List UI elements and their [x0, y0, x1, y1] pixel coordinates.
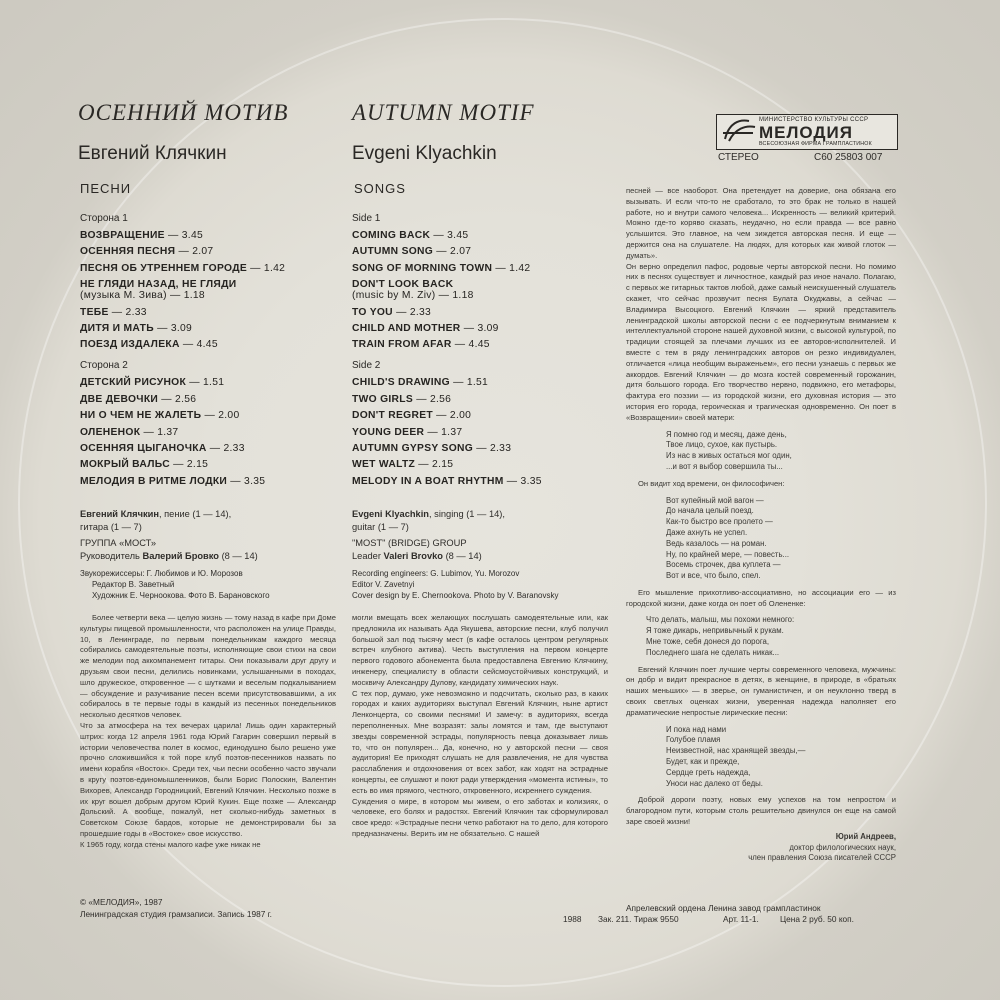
notes-col-1: Более четверти века — целую жизнь — тому назад в кафе при Доме культуры пищевой промышленности, что расположен на улице Правды, 10, в Ленинграде, по первым понедельникам каждого месяца собирались самодеятельные поэты, исполняющие свои стихи на свои же мелодии под аккомпанемент гитары. Они показывали друг другу и друзьям свои песни, делились новинками, услышанными в походах, шло дружеское, откровенное — с шутками и веселым подкалыванием — обсуждение и разучивание песен всеми присутствовавшими, а их собиралось в те первые годы в каждый из песенных понедельников несколько десятков человек. Что за атмосфера на тех вечерах царила! Лишь один характерный штрих: когда 12 апреля 1961 года Юрий Гагарин совершил первый в истории человечества полет в космос, единодушно было решено уже прочно сложившийся к той поре клуб поэтов-песенников назвать по имени корабля «Восток». Среди тех, чьи песни особенно часто звучали в кругу поэтов-единомышленников, были Борис Полоскин, Валентин Вихорев, Александр Городницкий, Евгений Клячкин. Несколько позже в их круг вошел добрым другом Юрий Кукин. Еще позже — Александр Дольский. А вообще, пожалуй, нет сколько-нибудь заметных в Советском Союзе бардов, которые не демонстрировали бы за прошедшие годы в «Востоке» свое искусство. К 1965 году, когда стены малого кафе уже никак не	[80, 613, 336, 849]
credits-ru: Евгений Клячкин, пение (1 — 14), гитара (1 — 7) ГРУППА «МОСТ» Руководитель Валерий Бровко (8 — 14) Звукорежиссеры: Г. Любимов и Ю. Морозов Редактор В. Заветный Художник Е. Черноокова. Фото В. Барановского	[80, 509, 270, 600]
track-ru-1: ВОЗВРАЩЕНИЕ — 3.45	[80, 230, 204, 241]
track-ru-3: ПЕСНЯ ОБ УТРЕННЕМ ГОРОДЕ — 1.42	[80, 262, 286, 274]
side2-label-en: Side 2	[352, 360, 381, 372]
track-en-13: WET WALTZ — 2.15	[352, 459, 454, 471]
track-en-14: MELODY IN A BOAT RHYTHM — 3.35	[352, 475, 542, 487]
credits-en: Evgeni Klyachkin, singing (1 — 14), guitar (1 — 7) "MOST" (BRIDGE) GROUP Leader Valeri Brovko (8 — 14) Recording engineers: G. Lubimov, Yu. Morozov Editor V. Zavetnyi Cover design by E. Chernookova. Photo by V. Baranovsky	[352, 509, 559, 600]
melodiya-logo	[716, 114, 898, 150]
poem-2: Вот купейный мой вагон — До начала целый поезд. Как-то быстро все пролето — Даже ахнуть не успел. Ведь казалось — на роман. Ну, по крайней мере, — повесть... Восемь строчек, два куплета — Вот и все, что было, спел.	[666, 495, 790, 581]
tracklist-en	[352, 213, 617, 492]
track-en-9: TWO GIRLS — 2.56	[352, 393, 452, 405]
catalog-number: С60 25803 007	[814, 152, 883, 163]
track-en-8: CHILD'S DRAWING — 1.51	[352, 377, 489, 389]
track-en-5: TO YOU — 2.33	[352, 306, 432, 318]
track-ru-14: МЕЛОДИЯ В РИТМЕ ЛОДКИ — 3.35	[80, 475, 266, 487]
tracklist-ru	[80, 213, 345, 492]
track-ru-5: ТЕБЕ — 2.33	[80, 306, 147, 318]
side1-label-ru: Сторона 1	[80, 213, 128, 224]
year: 1988	[563, 914, 582, 924]
track-en-4: DON'T LOOK BACK	[352, 279, 454, 291]
track-en-12: AUTUMN GYPSY SONG — 2.33	[352, 442, 512, 454]
copyright: © «МЕЛОДИЯ», 1987	[80, 897, 163, 907]
track-en-1: COMING BACK — 3.45	[352, 230, 469, 241]
track-en-11: YOUNG DEER — 1.37	[352, 426, 463, 438]
notes-col-2: могли вмещать всех желающих послушать самодеятельные или, как предложила их называть Ада Якушева, авторские песни, клуб получил большой зал под тысячу мест (в кафе осталось центром регулярных встреч клубного актива). Честь выступления на первом концерте первого годового абонемента была предоставлена Евгению Клячкину, инженеру, специалисту в области сейсмоустойчивых конструкций, и москвичу Александру Дулову, кандидату химических наук. С тех пор, думаю, уже невозможно и подсчитать, сколько раз, в каких городах и каких аудиториях выступал Евгений Клячкин, ныне артист Ленконцерта, со своими песнями! И замечу: в аудиториях, всегда переполненных. Мне возразят: залы ломятся и там, где выступают звезды современной эстрады, популярность певца доказывает лишь то, что он популярен... Да, конечно, но у авторской песни — своя аудитория! Ее приходят слушать не для развлечения, не для чувства расслабления и отдохновения от всех забот, как ходят на эстрадные концерты, ее слушают и поют ради утверждения «момента истины», то есть во имя прямого, честного, откровенного, искреннего суждения. Суждения о мире, в котором мы живем, о его заботах и колизиях, о человеке, его болях и радостях. Евгений Клячкин так сформулировал свое кредо: «Эстрадные песни четко работают на то дело, для которого предназначены. Верить им не обязательно. С нашей	[352, 613, 608, 838]
track-ru-6: ДИТЯ И МАТЬ — 3.09	[80, 322, 193, 334]
plant: Апрелевский ордена Ленина завод грампластинок	[626, 903, 821, 913]
ministry-text: МИНИСТЕРСТВО КУЛЬТУРЫ СССР	[759, 117, 869, 123]
poem-3: Что делать, малыш, мы похожи немного: Я тоже дикарь, непривычный к рукам. Мне тоже, себя донеся до порога, Последнего шага не сделать никак...	[646, 615, 795, 657]
track-ru-13: МОКРЫЙ ВАЛЬС — 2.15	[80, 459, 209, 471]
track-en-2: AUTUMN SONG — 2.07	[352, 246, 472, 258]
track-ru-7: ПОЕЗД ИЗДАЛЕКА — 4.45	[80, 339, 218, 351]
stereo-label: СТЕРЕО	[718, 152, 759, 163]
artist-en: Evgeni Klyachkin	[352, 143, 497, 164]
notes-col-3: песней — все наоборот. Она претендует на доверие, она обязана его вызывать. И если что-то не сработало, то это брак не только в нашей работе, но и внутри самого человека... Искренность — великий критерий. Можно где-то коряво сказать, неудачно, но если правда — все равно услышится. Это главное, на чем зиждется авторская песня. И еще — держится она на слушателе. На людях, для которых как живой глоток — думать». Он верно определил пафос, родовые черты авторской песни. Но помимо них в песнях существует и личностное, каждый раз иное начало. Полагаю, с первых же гитарных тактов любой, даже самый неискушенный слушатель скажет, что сейчас прозвучит песня Булата Окуджавы, а сейчас — Владимира Высоцкого. Евгений Клячкин — яркий представитель ленинградской школы авторской песни с ее подчеркнутым вниманием к интеллектуальной стороне нашей духовной жизни, с высокой культурой, по традиции стоящей за плечами лучших из ее авторов-исполнителей. И вместе с тем в ряду ленинградских авторов он резко индивидуален, отличается «лица необщим выраженьем», его песни узнаешь с первых же аккордов. Евгений Клячкин — до мозга костей современный горожанин, дитя большого города. Его творчество нервно, подвижно, его метафоры, фактура его поэзии — из городской жизни, его духовная история — это история его города, героическая и трагическая одновременно. Он поет в «Возвращении» своей матери: Я помню год и месяц, даже день, Твое лицо, сухое, как пустырь. Из нас в живых остаться мог один, ...и вот я выбор совершила ты... Он видит ход времени, он философичен: Вот купейный мой вагон — До начала целый поезд. Как-то быстро все пролето — Даже ахнуть не успел. Ведь казалось — на роман. Ну, по крайней мере, — повесть... Восемь строчек, два куплета — Вот и все, что было, спел. Его мышление прихотливо-ассоциативно, но ассоциации его — из городской жизни, даже когда он поет об Олененке: Что делать, малыш, мы похожи немного: Я тоже дикарь, непривычный к рукам. Мне тоже, себя донеся до порога, Последнего шага не сделать никак... Евгений Клячкин поет лучшие черты современного человека, мужчины: он добр и видит прекрасное в детях, в женщине, в природе, в «братьях наших меньших» — в зверье, он гуманистичен, и он неуклонно тверд в своих светлых оценках жизни, уверенная надежда наполняет его драматические непростые лирические песни: И пока над нами Голубое пламя Неизвестной, нас хранящей звезды,— Будет, как и прежде, Сердце греть надежда, Уноси нас далеко от беды. Доброй дороги поэту, новых ему успехов на том непростом и благородном пути, которым столь решительно двинулся он еще на самой заре своей жизни! Юрий Андреев, доктор филологических наук, член правления Союза писателей СССР	[626, 186, 896, 863]
title-ru: ОСЕННИЙ МОТИВ	[78, 100, 289, 125]
signature-name: Юрий Андреев,	[835, 831, 896, 841]
signature-title-2: член правления Союза писателей СССР	[748, 853, 896, 863]
price: Цена 2 руб. 50 коп.	[780, 914, 854, 924]
track-ru-12: ОСЕННЯЯ ЦЫГАНОЧКА — 2.33	[80, 442, 245, 454]
melodiya-emblem-icon	[719, 115, 759, 147]
side1-label-en: Side 1	[352, 213, 381, 224]
signature-title-1: доктор филологических наук,	[789, 842, 896, 852]
brand-text: МЕЛОДИЯ	[759, 123, 853, 142]
art: Арт. 11-1.	[723, 914, 759, 924]
poem-1: Я помню год и месяц, даже день, Твое лицо, сухое, как пустырь. Из нас в живых остаться мог один, ...и вот я выбор совершила ты...	[666, 429, 792, 471]
track-ru-4: НЕ ГЛЯДИ НАЗАД, НЕ ГЛЯДИ	[80, 279, 237, 291]
side2-label-ru: Сторона 2	[80, 360, 128, 372]
track-en-7: TRAIN FROM AFAR — 4.45	[352, 339, 490, 351]
track-ru-4-sub: (музыка М. Зива) — 1.18	[80, 290, 205, 302]
track-ru-2: ОСЕННЯЯ ПЕСНЯ — 2.07	[80, 246, 214, 258]
poem-4: И пока над нами Голубое пламя Неизвестной, нас хранящей звезды,— Будет, как и прежде, Сердце греть надежда, Уноси нас далеко от беды.	[666, 724, 806, 788]
track-ru-10: НИ О ЧЕМ НЕ ЖАЛЕТЬ — 2.00	[80, 410, 240, 422]
track-en-3: SONG OF MORNING TOWN — 1.42	[352, 262, 531, 274]
artist-ru: Евгений Клячкин	[78, 143, 227, 164]
track-ru-9: ДВЕ ДЕВОЧКИ — 2.56	[80, 393, 197, 405]
songs-ru: ПЕСНИ	[80, 181, 132, 196]
company-text: ВСЕСОЮЗНАЯ ФИРМА ГРАМПЛАСТИНОК	[759, 141, 872, 147]
track-en-10: DON'T REGRET — 2.00	[352, 410, 472, 422]
order: Зак. 211. Тираж 9550	[598, 914, 679, 924]
track-en-6: CHILD AND MOTHER — 3.09	[352, 322, 499, 334]
songs-en: SONGS	[354, 181, 406, 196]
track-ru-8: ДЕТСКИЙ РИСУНОК — 1.51	[80, 377, 225, 389]
title-en: AUTUMN MOTIF	[352, 100, 535, 125]
track-ru-11: ОЛЕНЕНОК — 1.37	[80, 426, 179, 438]
track-en-4-sub: (music by M. Ziv) — 1.18	[352, 290, 474, 302]
studio: Ленинградская студия грамзаписи. Запись 1987 г.	[80, 909, 272, 919]
